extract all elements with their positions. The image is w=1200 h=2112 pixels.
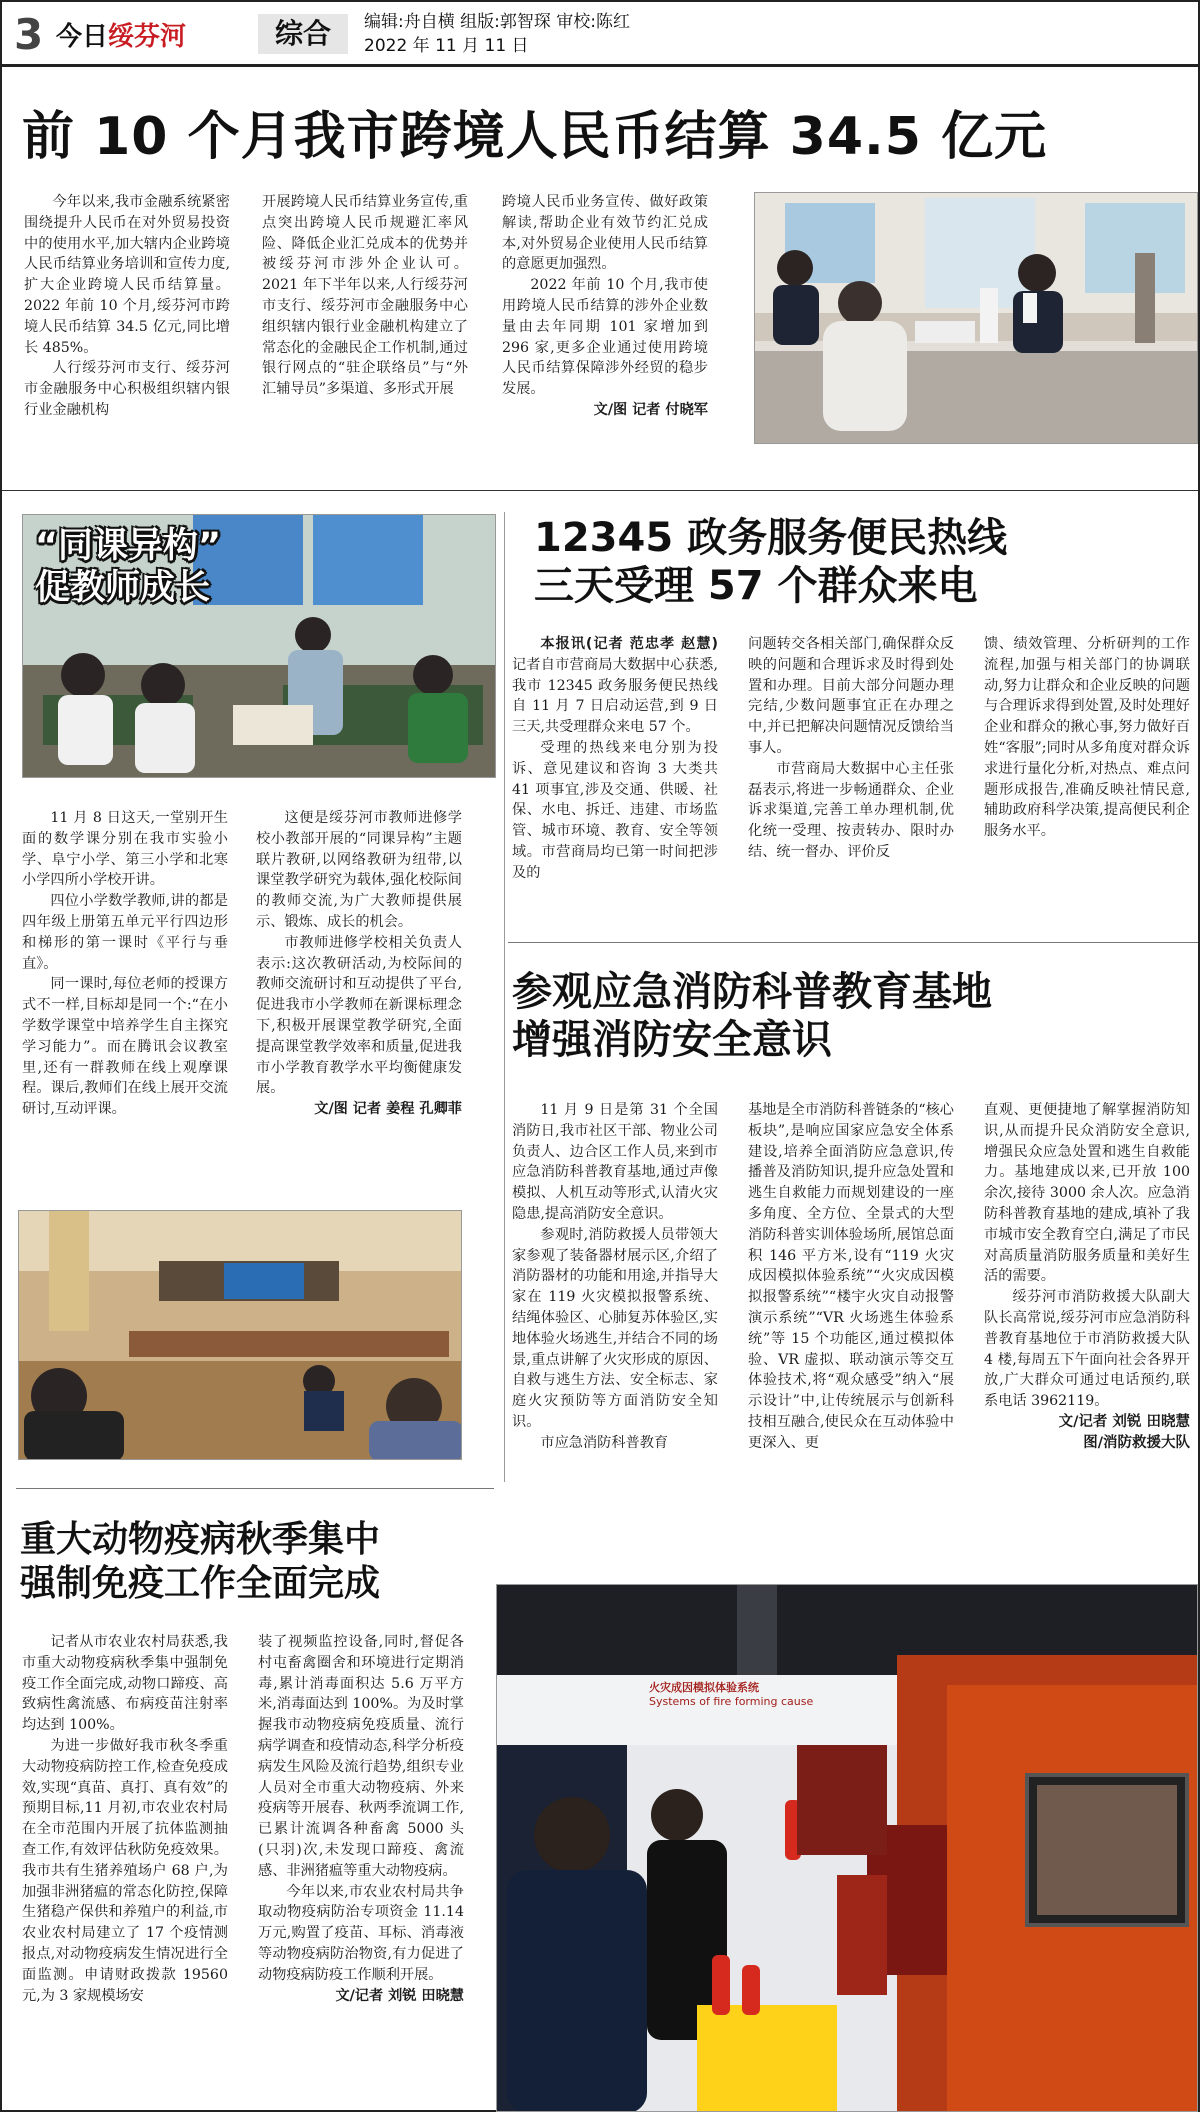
article1-col2: [262, 192, 468, 400]
article3-col1: [512, 634, 718, 884]
fire-sign-title: 火灾成因模拟体验系统: [649, 1681, 759, 1694]
article4-paragraph: 直观、更便捷地了解掌握消防知识,从而提升民众消防安全意识,增强民众应急处置和逃生自救能力。基地建成以来,已开放 100 余次,接待 3000 余人次。应急消防科普教育基地的建成,填补了我市城市安全教育空白,满足了市民对高质量消防服务质量和美好生活的需要。: [984, 1102, 1190, 1285]
article3-paragraph: 问题转交各相关部门,确保群众反映的问题和合理诉求及时得到处置和办理。目前大部分问题办理完结,少数问题事宜正在办理之中,并已把解决问题情况反馈给当事人。: [748, 636, 954, 756]
article4-col1: [512, 1100, 718, 1454]
article5-col2: [258, 1632, 464, 2006]
classroom-photo: [22, 514, 496, 778]
article5-title-line1: 重大动物疫病秋季集中: [20, 1519, 381, 1560]
article3-paragraph: 受理的热线来电分别为投诉、意见建议和咨询 3 大类共 41 项事宜,涉及交通、供暖、社保、水电、拆迁、违建、市场监管、城市环境、教育、安全等领域。市营商局均已第一时间把涉及的: [512, 739, 718, 881]
article1-byline: 文/图 记者 付晓军: [593, 401, 708, 418]
article2-col1: [22, 808, 228, 1120]
article3-headline: [534, 514, 1194, 610]
article5-paragraph: 今年以来,市农业农村局共争取动物疫病防治专项资金 11.14 万元,购置了疫苗、耳标、消毒液等动物疫病防治物资,有力促进了动物疫病防疫工作顺利开展。: [258, 1883, 464, 1983]
article1-paragraph: 2022 年前 10 个月,我市使用跨境人民币结算的涉外企业数量由去年同期 101 家增加到 296 家,更多企业通过使用跨境人民币结算保障涉外经贸的稳步发展。: [502, 277, 708, 398]
page-number: 3: [14, 10, 44, 59]
publication-date: 2022 年 11 月 11 日: [364, 36, 529, 56]
article4-title-line2: 增强消防安全意识: [512, 1017, 832, 1063]
article4-paragraph: 11 月 9 日是第 31 个全国消防日,我市社区干部、物业公司负责人、边合区工作人员,来到市应急消防科普教育基地,通过声像模拟、人机互动等形式,认清火灾隐患,提高消防安全意识。: [512, 1102, 718, 1222]
article1-col3: [502, 192, 708, 421]
fire-education-illustration: [497, 1585, 1198, 2112]
article4-paragraph: 市应急消防科普教育: [540, 1434, 669, 1451]
masthead: [6, 8, 1196, 58]
article3-col3: [984, 634, 1190, 842]
article4-paragraph: 绥芬河市消防救援大队副大队长高常说,绥芬河市应急消防科普教育基地位于市消防救援大队 4 楼,每周五下午面向社会各界开放,广大群众可通过电话预约,联系电话 3962119。: [984, 1289, 1190, 1410]
article3-title-line2: 三天受理 57 个群众来电: [534, 563, 978, 609]
article1-paragraph: 人行绥芬河市支行、绥芬河市金融服务中心积极组织辖内银行业金融机构: [24, 360, 230, 418]
article3-paragraph: 馈、绩效管理、分析研判的工作流程,加强与相关部门的协调联动,努力让群众和企业反映的问题与合理诉求得到处置,及时处理好企业和群众的揪心事,努力做好百姓“客服”;同时从多角度对群众诉求进行量化分析,对热点、难点问题形成报告,准确反映社情民意,辅助政府科学决策,提高便民利企服务水平。: [984, 636, 1190, 840]
article5-paragraph: 装了视频监控设备,同时,督促各村屯畜禽圈舍和环境进行定期消毒,累计消毒面积达 5.6 万平方米,消毒面达到 100%。为及时掌握我市动物疫病免疫质量、流行病学调查和疫情动态,科学分析疫病发生风险及流行趋势,组织专业人员对全市重大动物疫病、外来疫病等开展春、秋两季流调工作,已累计流调各种畜禽 5000 头(只羽)次,未发现口蹄疫、禽流感、非洲猪瘟等重大动物疫病。: [258, 1634, 464, 1879]
article1-paragraph: 今年以来,我市金融系统紧密围绕提升人民币在对外贸易投资中的使用水平,加大辖内企业跨境人民币结算业务培训和宣传力度,扩大企业跨境人民币结算量。2022 年前 10 个月,绥芬河市跨境人民币结算 34.5 亿元,同比增长 485%。: [24, 194, 230, 356]
article3-title-line1: 12345 政务服务便民热线: [534, 515, 1008, 561]
logo-part2: 绥芬河: [108, 22, 187, 52]
article4-headline: [512, 968, 1192, 1064]
logo-part1: 今日: [56, 22, 109, 52]
article5-byline: 文/记者 刘锐 田晓慧: [335, 1987, 464, 2004]
article3-paragraph: 记者自市营商局大数据中心获悉,我市 12345 政务服务便民热线自 11 月 7 日启动运营,到 9 日三天,共受理群众来电 57 个。: [512, 656, 718, 736]
section-divider: [2, 490, 1198, 491]
article4-col3: [984, 1100, 1190, 1454]
article1-col1: [24, 192, 230, 421]
article4-byline2: 图/消防救援大队: [1083, 1434, 1190, 1451]
article2-byline: 文/图 记者 姜程 孔卿菲: [314, 1101, 462, 1118]
fire-education-base-photo: [496, 1584, 1198, 2112]
article2-paragraph: 这便是绥芬河市教师进修学校小教部开展的“同课异构”主题联片教研,以网络教研为纽带,以课堂教学研究为载体,强化校际间的教师交流,为广大教师提供展示、锻炼、成长的机会。: [256, 810, 462, 930]
article3-dateline: 本报讯(记者 范忠孝 赵慧): [540, 636, 718, 652]
article5-title-line2: 强制免疫工作全面完成: [20, 1563, 381, 1604]
credits: [364, 10, 630, 58]
article1-paragraph: 跨境人民币业务宣传、做好政策解读,帮助企业有效节约汇兑成本,对外贸易企业使用人民币结算的意愿更加强烈。: [502, 194, 708, 273]
article5-headline: [20, 1518, 490, 1606]
section-divider: [508, 942, 1198, 943]
credits-editors: 编辑:舟自横 组版:郭智琛 审校:陈红: [364, 12, 630, 32]
article2-headline: [35, 525, 221, 609]
article2-col2: [256, 808, 462, 1120]
section-divider: [16, 1488, 494, 1489]
article4-col2: [748, 1100, 954, 1454]
article2-paragraph: 市教师进修学校相关负责人表示:这次教研活动,为校际间的教师交流研讨和互动提供了平台,促进我市小学教师在新课标理念下,积极开展课堂教学研究,全面提高课堂教学效率和质量,促进我市小学教育教学水平均衡健康发展。: [256, 934, 462, 1097]
article5-paragraph: 记者从市农业农村局获悉,我市重大动物疫病秋季集中强制免疫工作全面完成,动物口蹄疫、高致病性禽流感、布病疫苗注射率均达到 100%。: [22, 1634, 228, 1734]
article3-paragraph: 市营商局大数据中心主任张磊表示,将进一步畅通群众、企业诉求渠道,完善工单办理机制,优化统一受理、按责转办、限时办结、统一督办、评价反: [748, 760, 954, 860]
article2-paragraph: 同一课时,每位老师的授课方式不一样,目标却是同一个:“在小学数学课堂中培养学生自主探究学习能力”。而在腾讯会议教室里,还有一群教师在线上观摩课程。课后,教师们在线上展开交流研讨,互动评课。: [22, 976, 228, 1118]
article5-col1: [22, 1632, 228, 2006]
article5-paragraph: 为进一步做好我市秋冬季重大动物疫病防控工作,检查免疫成效,实现“真苗、真打、真有效”的预期目标,11 月初,市农业农村局在全市范围内开展了抗体监测抽查工作,有效评估秋防免疫效果。我市共有生猪养殖场户 68 户,为加强非洲猪瘟的常态化防控,保障生猪稳产保供和养殖户的利益,市农业农村局建立了 17 个疫情测报点,对动物疫病发生情况进行全面监测。申请财政拨款 19560 元,为 3 家规模场安: [22, 1737, 228, 2004]
article4-byline1: 文/记者 刘锐 田晓慧: [1058, 1413, 1190, 1430]
article2-title-line1: “同课异构”: [35, 526, 222, 566]
bank-counter-illustration: [755, 193, 1198, 444]
header-rule: [2, 64, 1198, 67]
meeting-room-photo: [18, 1210, 462, 1460]
article2-paragraph: 四位小学数学教师,讲的都是四年级上册第五单元平行四边形和梯形的第一课时《平行与垂直》。: [22, 893, 228, 972]
article2-paragraph: 11 月 8 日这天,一堂别开生面的数学课分别在我市实验小学、阜宁小学、第三小学和北寒小学四所小学校开讲。: [22, 810, 228, 889]
meeting-room-illustration: [19, 1211, 462, 1460]
section-label: 综合: [258, 14, 348, 54]
article4-paragraph: 参观时,消防救援人员带领大家参观了装备器材展示区,介绍了消防器材的功能和用途,并指导大家在 119 火灾模拟报警系统、结绳体验区、心肺复苏体验区,实地体验火场逃生,并结合不同的场景,重点讲解了火灾形成的原因、自救与逃生方法、安全标志、家庭火灾预防等方面消防安全知识。: [512, 1226, 718, 1430]
article3-col2: [748, 634, 954, 863]
newspaper-logo: [56, 16, 186, 53]
article2-title-line2: 促教师成长: [35, 568, 211, 608]
article4-title-line1: 参观应急消防科普教育基地: [512, 969, 992, 1015]
column-divider: [504, 512, 505, 1482]
bank-counter-photo: [754, 192, 1198, 444]
article4-paragraph: 基地是全市消防科普链条的“核心板块”,是响应国家应急安全体系建设,培养全面消防应急意识,传播普及消防知识,提升应急处置和逃生自救能力而规划建设的一座多角度、全方位、全景式的大型消防科普实训体验场所,展馆总面积 146 平方米,设有“119 火灾成因模拟体验系统”“火灾成因模拟报警系统”“楼宇火灾自动报警演示系统”“VR 火场逃生体验系统”等 15 个功能区,通过模拟体验、VR 虚拟、联动演示等交互体验技术,将“观众感受”纳入“展示设计”中,让传统展示与创新科技相互融合,使民众在互动体验中更深入、更: [748, 1102, 954, 1451]
fire-exhibit-sign: [649, 1681, 899, 1709]
fire-sign-english: Systems of fire forming cause: [649, 1695, 814, 1708]
article1-headline: 前 10 个月我市跨境人民币结算 34.5 亿元: [22, 107, 1048, 167]
article1-paragraph: 开展跨境人民币结算业务宣传,重点突出跨境人民币规避汇率风险、降低企业汇兑成本的优势并被绥芬河市涉外企业认可。2021 年下半年以来,人行绥芬河市支行、绥芬河市金融服务中心组织辖内银行业金融机构建立了常态化的金融民企工作机制,通过银行网点的“驻企联络员”与“外汇辅导员”多渠道、多形式开展: [262, 194, 468, 398]
